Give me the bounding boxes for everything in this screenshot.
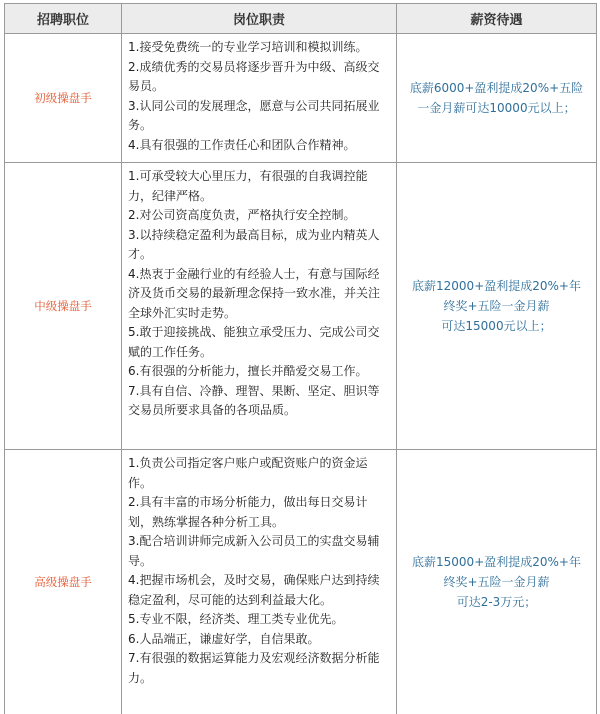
duty-item: 3.以持续稳定盈利为最高目标，成为业内精英人才。: [128, 227, 380, 261]
pay-line: 可达15000元以上；: [441, 319, 552, 333]
duty-item: 5.敢于迎接挑战、能独立承受压力、完成公司交赋的工作任务。: [128, 325, 380, 359]
duty-item: 6.有很强的分析能力，擅长并酷爱交易工作。: [128, 364, 368, 378]
duty-item: 4.热衷于金融行业的有经验人士，有意与国际经济及货币交易的最新理念保持一致水准，并关注全球外汇实时走势。: [128, 266, 381, 320]
pay-cell: [397, 34, 597, 163]
duty-item: 7.有很强的数据运算能力及宏观经济数据分析能力。: [128, 651, 380, 685]
pay-line: 底薪12000+盈利提成20%+年: [412, 279, 581, 293]
table-row-junior: [5, 34, 597, 163]
duties-cell: [122, 34, 397, 163]
duties-cell: [122, 163, 397, 450]
position-cell: 中级操盘手: [5, 163, 122, 450]
duty-item: 7.具有自信、冷静、理智、果断、坚定、胆识等交易员所要求具备的各项品质。: [128, 383, 380, 417]
duty-item: 3.认同公司的发展理念，愿意与公司共同拓展业务。: [128, 98, 380, 132]
duty-item: 5.专业不限，经济类、理工类专业优先。: [128, 612, 344, 626]
duty-item: 6.人品端正，谦虚好学，自信果敢。: [128, 631, 320, 646]
position-cell: 高级操盘手: [5, 450, 122, 714]
header-pay: 薪资待遇: [397, 4, 597, 34]
pay-line: 终奖+五险一金月薪: [443, 574, 550, 589]
duty-item: 4.把握市场机会，及时交易，确保账户达到持续稳定盈利，尽可能的达到利益最大化。: [128, 573, 380, 607]
position-cell: 初级操盘手: [5, 34, 122, 163]
pay-line: 可达2-3万元；: [456, 594, 537, 609]
header-row: [5, 4, 597, 34]
table-row-intermediate: [5, 163, 597, 450]
header-position: 招聘职位: [5, 4, 122, 34]
table-row-senior: [5, 450, 597, 714]
duty-item: 2.具有丰富的市场分析能力，做出每日交易计划，熟练掌握各种分析工具。: [128, 495, 368, 529]
duty-item: 2.对公司资高度负责，严格执行安全控制。: [128, 208, 356, 222]
duty-item: 3.配合培训讲师完成新入公司员工的实盘交易辅导。: [128, 534, 380, 568]
header-duties: 岗位职责: [122, 4, 397, 34]
duty-item: 2.成绩优秀的交易员将逐步晋升为中级、高级交易员。: [128, 59, 380, 93]
pay-line: 终奖+五险一金月薪: [443, 299, 550, 313]
duty-item: 1.可承受较大心里压力，有很强的自我调控能力，纪律严格。: [128, 169, 368, 203]
pay-cell: [397, 450, 597, 714]
pay-line: 底薪6000+盈利提成20%+五险: [409, 81, 584, 95]
pay-line: 一金月薪可达10000元以上；: [417, 101, 576, 115]
duty-item: 4.具有很强的工作责任心和团队合作精神。: [128, 137, 356, 152]
duties-cell: [122, 450, 397, 714]
recruitment-table: [4, 3, 597, 714]
pay-line: 底薪15000+盈利提成20%+年: [412, 554, 581, 569]
duty-item: 1.负责公司指定客户账户或配资账户的资金运作。: [128, 456, 368, 490]
duty-item: 1.接受免费统一的专业学习培训和模拟训练。: [128, 40, 368, 54]
pay-cell: [397, 163, 597, 450]
